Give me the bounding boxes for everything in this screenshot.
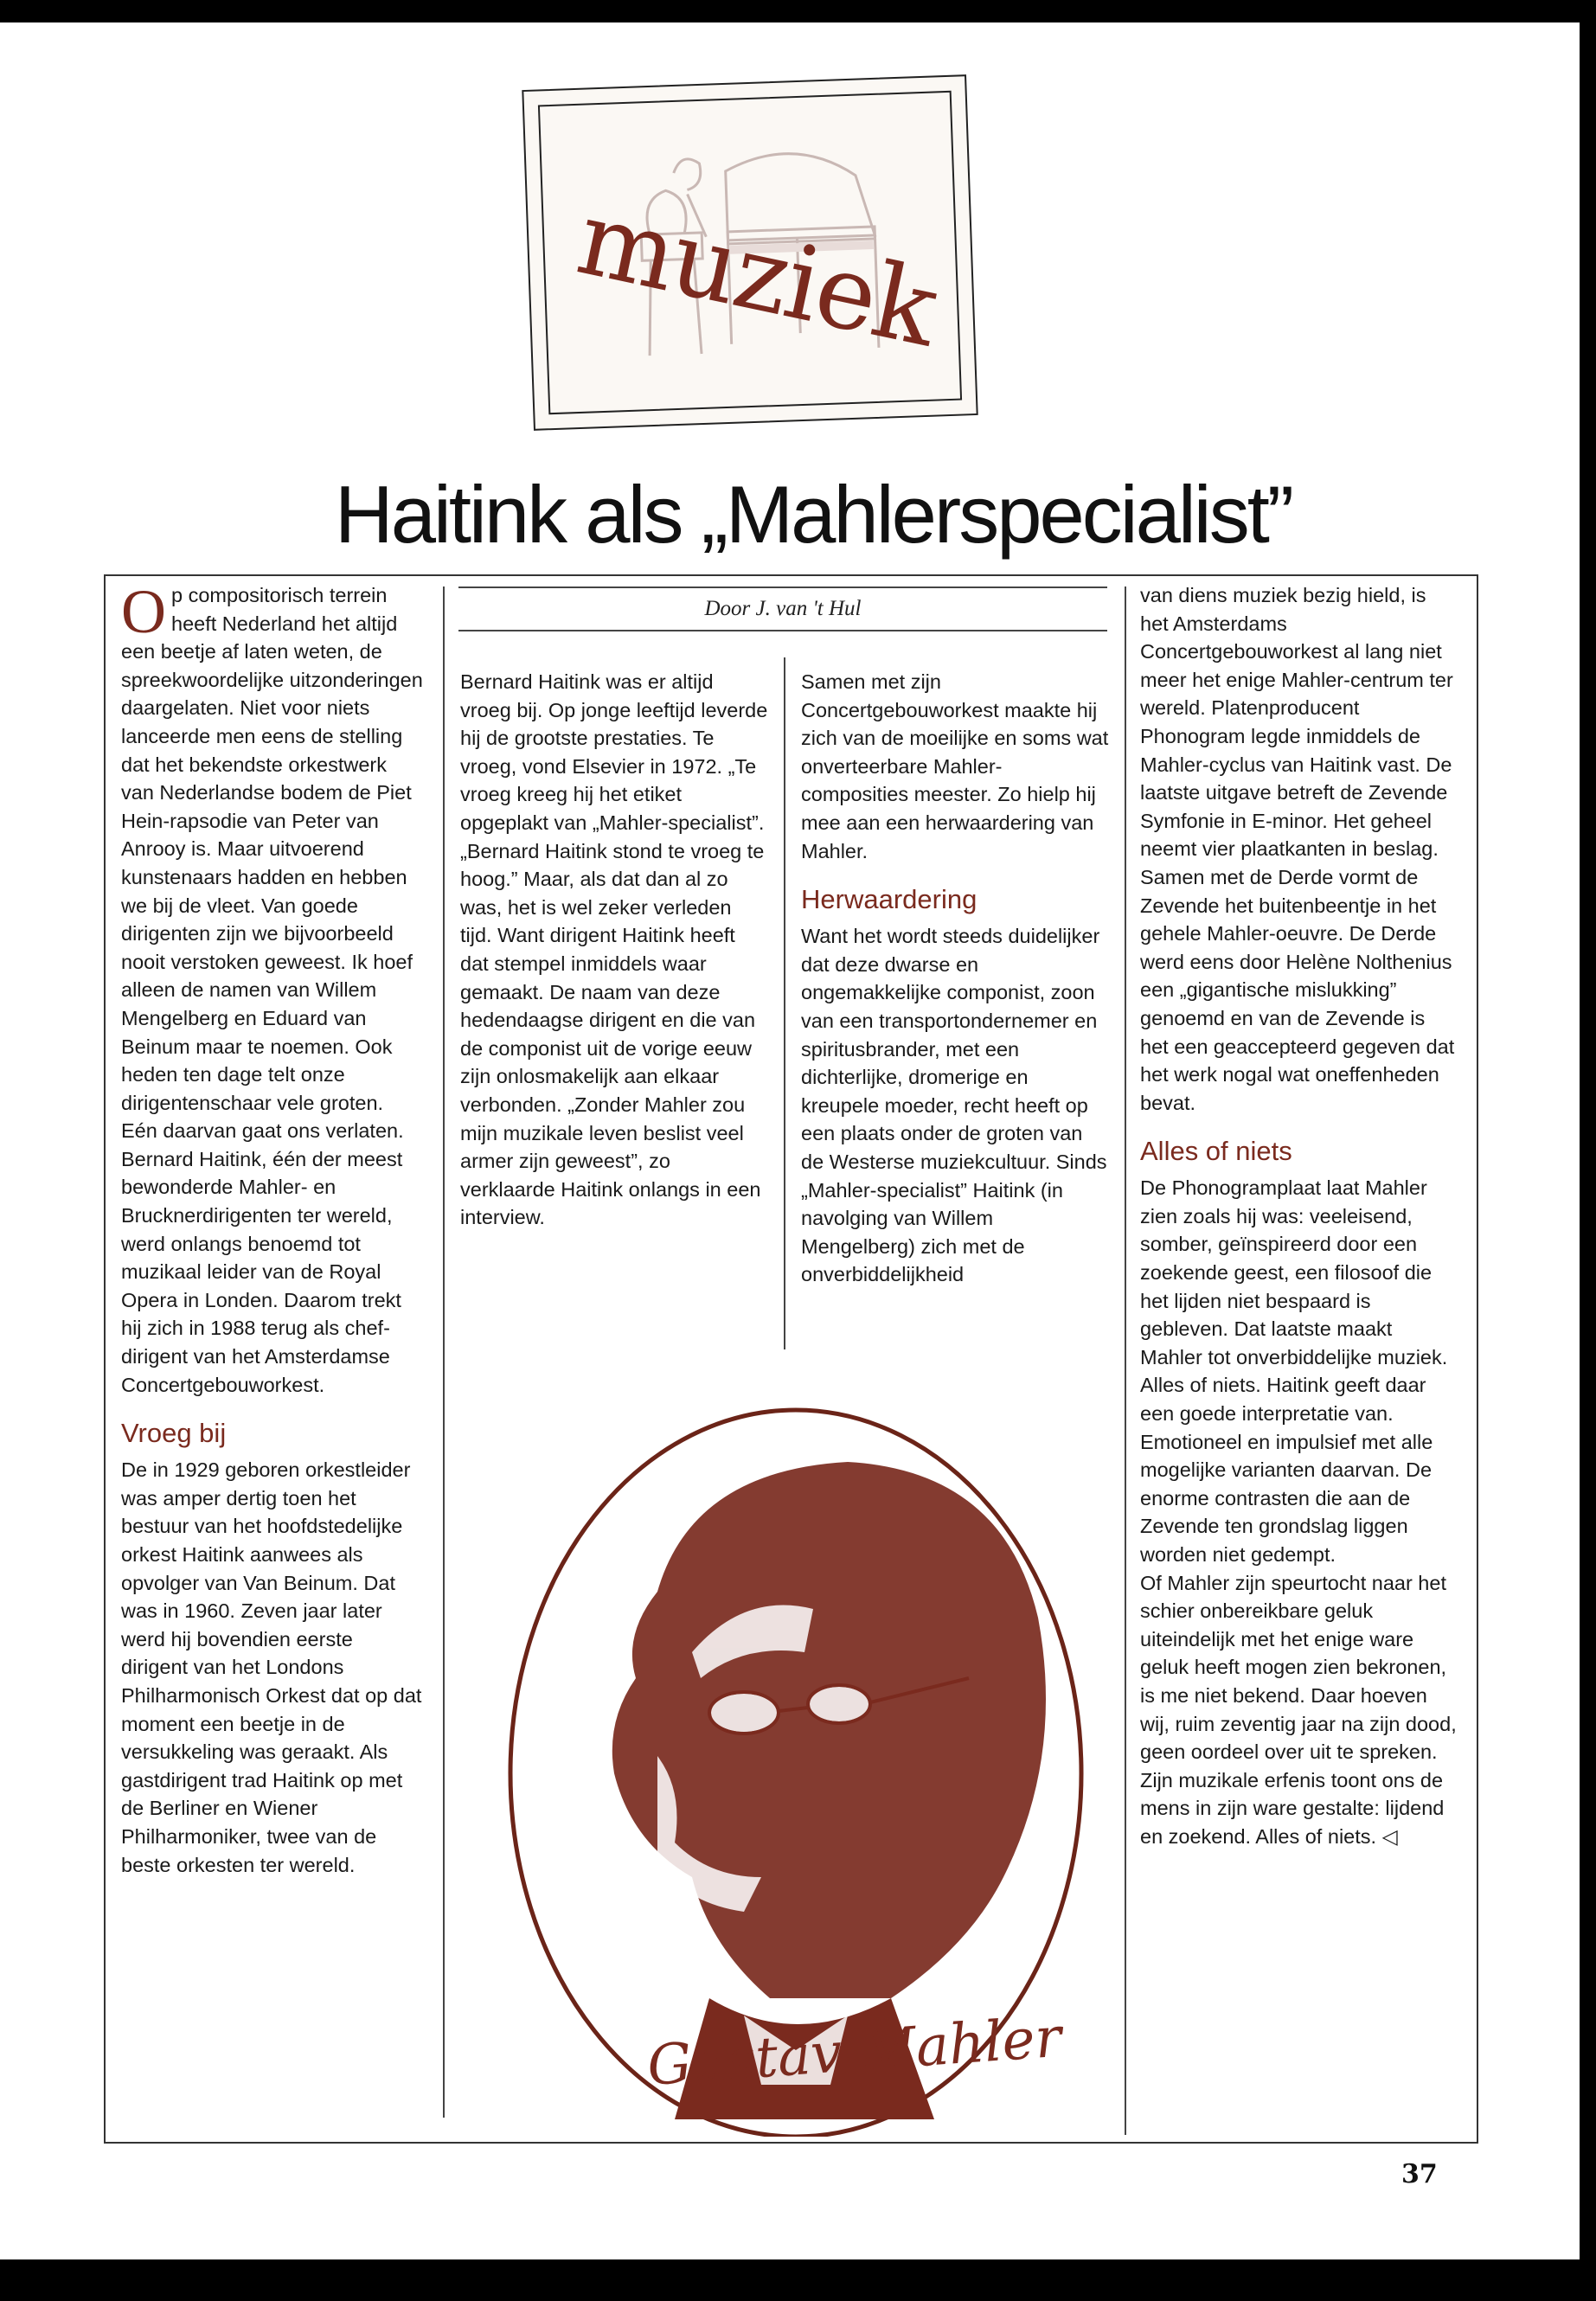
subheading-vroeg-bij: Vroeg bij <box>121 1418 227 1449</box>
top-black-border <box>0 0 1596 22</box>
bottom-black-border <box>0 2259 1596 2301</box>
byline-block <box>458 586 1107 631</box>
section-badge <box>522 74 977 431</box>
column-1 <box>121 577 424 1879</box>
paragraph: Want het wordt steeds duidelijker dat deze dwarse en ongemakkelijke componist, zoon van een transportondernemer en spiritusbrander, met een dichterlijke, dromerige en kreupele moeder, recht heeft op een plaats onder de groten van de Westerse muziekcultuur. Sinds „Mahler-specialist” Haitink (in navolging van Willem Mengelberg) zich met de onverbiddelijkheid <box>801 925 1107 1286</box>
page-number: 37 <box>1401 2159 1438 2189</box>
paragraph: De Phonogramplaat laat Mahler zien zoals hij was: veeleisend, somber, geïnspireerd door een zoekende geest, een filosoof die het lijden niet bespaard is gebleven. Dat laatste maakt Mahler tot onverbiddelijke muziek. Alles of niets. Haitink geeft daar een goede interpretatie van. Emotioneel en impulsief met alle mogelijke varianten daarvan. De enorme contrasten die aan de Zevende ten grondslag liggen worden niet gedempt. <box>1140 1176 1448 1566</box>
subheading-alles-of-niets: Alles of niets <box>1140 1136 1292 1167</box>
paragraph: Samen met zijn Concertgebouworkest maakte hij zich van de moeilijke en soms wat onverteerbare Mahler-composities meester. Zo hielp hij mee aan een herwaardering van Mahler. <box>801 670 1109 862</box>
mahler-portrait-illustration <box>484 1393 1107 2137</box>
paragraph: van diens muziek bezig hield, is het Amsterdams Concertgebouworkest al lang niet meer het enige Mahler-centrum ter wereld. Platenproducent Phonogram legde inmiddels de Mahler-cyclus van Haitink vast. De laatste uitgave betreft de Zevende Symfonie in E-minor. Het geheel neemt vier plaatkanten in beslag. Samen met de Derde vormt de Zevende het buitenbeentje in het gehele Mahler-oeuvre. De Derde werd eens door Helène Nolthenius een „gigantische mislukking” genoemd en van de Zevende is het een geaccepteerd gegeven dat het werk nogal wat oneffenheden bevat. <box>1140 584 1455 1114</box>
column-rule-3 <box>1125 586 1126 2135</box>
subheading-herwaardering: Herwaardering <box>801 884 977 915</box>
mahler-signature: Gustav Mahler <box>644 2005 1064 2099</box>
byline: Door J. van 't Hul <box>704 597 862 620</box>
column-rule-1 <box>443 586 445 2118</box>
paragraph: Eén daarvan gaat ons verlaten. Bernard Haitink, één der meest bewonderde Mahler- en Brucknerdirigenten ter wereld, werd onlangs benoemd tot muzikaal leider van de Royal Opera in Londen. Daarom trekt hij zich in 1988 terug als chef-dirigent van het Amsterdamse Concertgebouworkest. <box>121 1119 404 1396</box>
column-3 <box>801 668 1109 1289</box>
column-4 <box>1140 581 1458 1851</box>
drop-cap: O <box>121 577 166 646</box>
paragraph: Of Mahler zijn speurtocht naar het schier onbereikbare geluk uiteindelijk met het enige ware geluk heeft mogen zien bekronen, is me niet bekend. Daar hoeven wij, ruim zeventig jaar na zijn dood, geen oordeel over uit te spreken. Zijn muzikale erfenis toont ons de mens in zijn ware gestalte: lijdend en zoekend. Alles of niets. ◁ <box>1140 1571 1457 1848</box>
section-title: muziek <box>567 177 946 370</box>
paragraph: De in 1929 geboren orkestleider was amper dertig toen het bestuur van het hoofdstedelijke orkest Haitink aanwees als opvolger van Van Beinum. Dat was in 1960. Zeven jaar later werd hij bovendien eerste dirigent van het Londons Philharmonisch Orkest dat op dat moment een beetje in de versukkeling was geraakt. Als gastdirigent trad Haitink op met de Berliner en Wiener Philharmoniker, twee van de beste orkesten ter wereld. <box>121 1458 422 1876</box>
intro-paragraph <box>121 577 424 1117</box>
byline-bottom-rule <box>458 630 1107 631</box>
right-black-border <box>1580 0 1596 2301</box>
column-rule-2 <box>784 657 785 1349</box>
paragraph: Bernard Haitink was er altijd vroeg bij. Op jonge leeftijd leverde hij de grootste prestaties. Te vroeg, vond Elsevier in 1972. „Te vroeg kreeg hij het etiket opgeplakt van „Mahler-specialist”. „Bernard Haitink stond te vroeg te hoog.” Maar, als dat dan al zo was, het is wel zeker verleden tijd. Want dirigent Haitink heeft dat stempel inmiddels waar gemaakt. De naam van deze hedendaagse dirigent en die van de componist uit de vorige eeuw zijn onlosmakelijk aan elkaar verbonden. „Zonder Mahler zou mijn muzikale leven beslist veel armer zijn geweest”, zo verklaarde Haitink onlangs in een interview. <box>460 670 768 1229</box>
intro-text: p compositorisch terrein heeft Nederland het altijd een beetje af laten weten, de spreekwoordelijke uitzonderingen daargelaten. Niet voor niets lanceerde men eens de stelling dat het bekendste orkestwerk van Nederlandse bodem de Piet Hein-rapsodie van Peter van Anrooy is. Maar uitvoerend kunstenaars hadden en hebben we bij de vleet. Van goede dirigenten zijn we bijvoorbeeld nooit verstoken geweest. Ik hoef alleen de namen van Willem Mengelberg en Eduard van Beinum maar te noemen. Ook heden ten dage telt onze dirigentenschaar vele groten. <box>121 584 423 1114</box>
article-headline: Haitink als „Mahlerspecialist” <box>334 469 1292 560</box>
column-2 <box>460 668 768 1232</box>
